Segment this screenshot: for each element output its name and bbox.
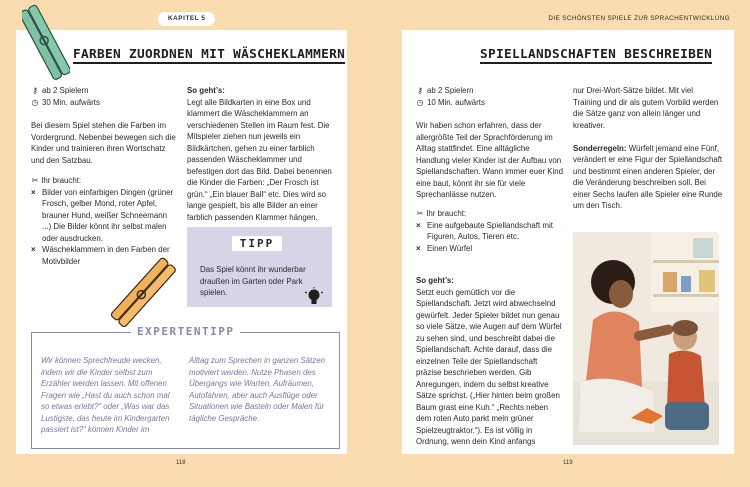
- right-meta: [416, 85, 566, 108]
- left-howto: So geht’s: Legt alle Bildkarten in eine Box und klammert die Wäscheklammern an verschiedenen Stellen im Raum fest. Die Mitspieler ziehen nun jeweils ein Bildkärtchen, gehen zu einer farblich passenden Wäscheklammer und befestigen dort das Bild. Dabei benennen die Kinder die Farben: „Der Frosch ist grün.“ „Ein blauer Ball“ etc. Dies wird so lange gespielt, bis alle Bilder an einer farblich passenden Klammer hängen.: [187, 86, 332, 222]
- left-needs: ✂ Ihr braucht: × Bilder von einfarbigen Dingen (grüner Frosch, gelber Mond, roter Apfel, brauner Hund, weißer Schneemann ...) Die Bilder könnt ihr selbst malen oder ausdrucken. × Wäscheklammern in den Farben der Motivbilder: [31, 175, 176, 267]
- orange-clothespin-illustration: [108, 255, 178, 330]
- right-needs: ✂ Ihr braucht: × Eine aufgebaute Spiellandschaft mit Figuren, Autos, Tieren etc. × Einen Würfel: [416, 208, 564, 254]
- photo-woman-child-playing: [573, 232, 719, 445]
- expert-tip-box: [31, 325, 340, 449]
- chapter-label: KAPITEL 5: [158, 12, 215, 26]
- key-icon: ⚷: [417, 86, 423, 95]
- running-head: DIE SCHÖNSTEN SPIELE ZUR SPRACHENTWICKLUNG: [548, 15, 730, 22]
- list-item: × Wäscheklammern in den Farben der Motivbilder: [31, 245, 170, 266]
- scissors-icon: ✂: [31, 176, 39, 185]
- list-item: × Eine aufgebaute Spiellandschaft mit Figuren, Autos, Tieren etc.: [416, 220, 553, 241]
- right-howto: So geht’s: Setzt euch gemütlich vor die Spiellandschaft. Jetzt wird abwechselnd gewürfelt. Jeder Spieler bildet nun genau so viele Sätze, wie Augen auf dem Würfel zu sehen sind, und beschreibt dabei die Spiellandschaft. Achte darauf, dass die einzelnen Teile der Spiellandschaft präzise beschrieben werden. Gib Anregungen, indem du selbst kreative Sätze sprichst. („Hier hinten beim großen Baum grast eine Kuh.“ „Rechts neben dem roten Auto parkt mein grüner Spielzeugtraktor.“). Es ist völlig in Ordnung, wenn dein Kind anfangs: [416, 276, 562, 446]
- players-text: ab 2 Spielern: [42, 86, 89, 95]
- right-intro: Wir haben schon erfahren, dass der allergrößte Teil der Sprachförderung im Alltag stattfindet. Eine alltägliche Handlung vieler Kinder ist der Aufbau von Spiellandschaften. Wann immer euer Kind eine baut, könnt ihr sie für viele Sprechanlässe nutzen.: [416, 121, 564, 199]
- green-clothespin-illustration: [22, 4, 70, 82]
- key-icon: ⚷: [32, 86, 38, 95]
- left-intro: Bei diesem Spiel stehen die Farben im Vordergrund. Nebenbei bewegen sich die Kinder und trainieren ihren Wortschatz und den Satzbau.: [31, 121, 176, 165]
- expert-text-col2: Alltag zum Sprechen in ganzen Sätzen motiviert werden. Nutze Phasen des Übergangs wie Warten, Aufräumen, Autofahren, aber auch Ausflüge oder Situationen wie Basteln oder Malen für tägliche Gespräche.: [189, 356, 325, 423]
- tipp-box: [187, 227, 332, 307]
- expert-text-col1: Wir können Sprechfreude wecken, indem wir die Kinder selbst zum Erzähler werden lassen. Mit offenen Fragen wie „Hast du auch schon mal so etwas erlebt?“ oder „Was war das Lustigste, das heute im Kindergarten passiert ist?“ können Kinder im: [41, 356, 170, 434]
- tipp-title: TIPP: [232, 236, 282, 251]
- expert-title: EXPERTENTIPP: [131, 325, 240, 338]
- list-item: × Bilder von einfarbigen Dingen (grüner Frosch, gelber Mond, roter Apfel, brauner Hund, weißer Schneemann ...) Die Bilder könnt ihr selbst malen oder ausdrucken.: [31, 187, 174, 243]
- tipp-text: Das Spiel könnt ihr wunderbar draußen im Garten oder Park spielen.: [200, 265, 306, 297]
- scissors-icon: ✂: [416, 209, 424, 218]
- lightbulb-icon: [303, 287, 325, 307]
- left-meta: [31, 85, 181, 108]
- right-col2: nur Drei-Wort-Sätze bildet. Mit viel Training und dir als gutem Vorbild werden die Sätze ganz von allein länger und kreativer. Sonderregeln: Würfelt jemand eine Fünf, verändert er eine Figur der Spiellandschaft und bestimmt einen anderen Spieler, der die Veränderung beschreiben soll. Bei einer Sechs laufen alle Spieler eine Runde um den Tisch.: [573, 86, 723, 210]
- right-title: SPIELLANDSCHAFTEN BESCHREIBEN: [480, 47, 713, 62]
- clock-icon: ◷: [31, 97, 39, 107]
- page-number-left: 118: [176, 460, 186, 466]
- list-item: × Einen Würfel: [416, 243, 473, 253]
- clock-icon: ◷: [416, 97, 424, 107]
- players-text: ab 2 Spielern: [427, 86, 474, 95]
- duration-text: 10 Min. aufwärts: [427, 97, 485, 107]
- duration-text: 30 Min. aufwärts: [42, 97, 100, 107]
- page-number-right: 119: [563, 460, 573, 466]
- left-title: FARBEN ZUORDNEN MIT WÄSCHEKLAMMERN: [73, 47, 346, 62]
